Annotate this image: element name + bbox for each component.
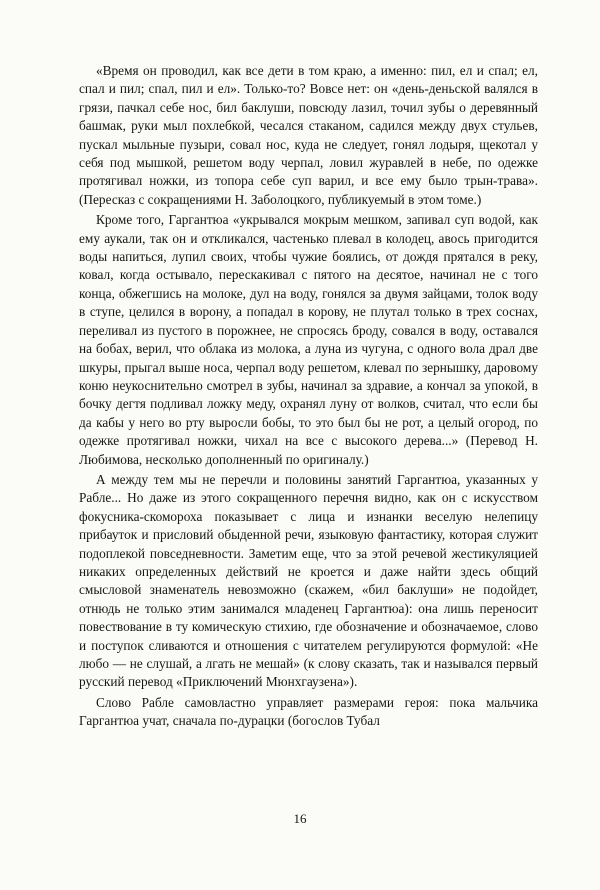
body-text	[79, 62, 538, 733]
paragraph-1: «Время он проводил, как все дети в том краю, а именно: пил, ел и спал; ел, спал и пил; спал, пил и ел». Только-то? Вовсе нет: он «день-деньской валялся в грязи, пачкал себе нос, бил баклуши, повсюду лазил, точил зубы о деревянный башмак, руки мыл похлебкой, чесался стаканом, садился между двух стульев, пускал мыльные пузыри, совал нос, куда не следует, гонял лодыря, щекотал у себя под мышкой, решетом воду черпал, ловил журавлей в небе, по одежке протягивал ножки, из топора себе суп варил, и все ему было трын-трава». (Пересказ с сокращениями Н. Заболоцкого, публикуемый в этом томе.)	[79, 63, 538, 207]
paragraph-3: А между тем мы не перечли и половины занятий Гаргантюа, указанных у Рабле... Но даже из этого сокращенного перечня видно, как он с искусством фокусника-скомороха показывает с лица и изнанки веселую нелепицу прибауток и присловий обыденной речи, языковую фантастику, которая служит подоплекой повседневности. Заметим еще, что за этой речевой жестикуляцией никаких определенных действий не кроется и даже найти здесь общий смысловой знаменатель невозможно (скажем, «бил баклуши» не подойдет, отнюдь не только этим занимался младенец Гаргантюа): она лишь переносит повествование в ту комическую стихию, где обозначение и обозначаемое, слово и поступок сливаются и отношения с читателем регулируются формулой: «Не любо — не слушай, а лгать не мешай» (к слову сказать, так и назывался первый русский перевод «Приключений Мюнхгаузена»).	[79, 471, 538, 690]
page-number: 16	[293, 811, 307, 826]
paragraph-2: Кроме того, Гаргантюа «укрывался мокрым мешком, запивал суп водой, как ему аукали, так он и откликался, частенько плевал в колодец, авось пригодится воды напиться, лупил своих, чтобы чужие боялись, от дождя прятался в реку, ковал, когда остывало, перескакивал с пятого на десятое, начинал не с того конца, обжегшись на молоке, дул на воду, гонялся за двумя зайцами, толок воду в ступе, целился в ворону, а попадал в корову, не плутал только в трех соснах, переливал из пустого в порожнее, не спросясь броду, совался в воду, оставался на бобах, верил, что облака из молока, а луна из чугуна, с одного вола драл две шкуры, прыгал выше носа, черпал воду решетом, клевал по зернышку, даровому коню неукоснительно смотрел в зубы, начинал за здравие, а кончал за упокой, в бочку дегтя подливал ложку меду, охранял луну от волков, считал, что если бы да кабы у него во рту выросли бобы, то это был бы не рот, а целый огород, по одежке протягивал ножки, чихал на все с высокого дерева...» (Перевод Н. Любимова, несколько дополненный по оригиналу.)	[79, 212, 538, 467]
paragraph-4: Слово Рабле самовластно управляет размерами героя: пока мальчика Гаргантюа учат, сначала по-дурацки (богослов Тубал	[79, 694, 538, 729]
